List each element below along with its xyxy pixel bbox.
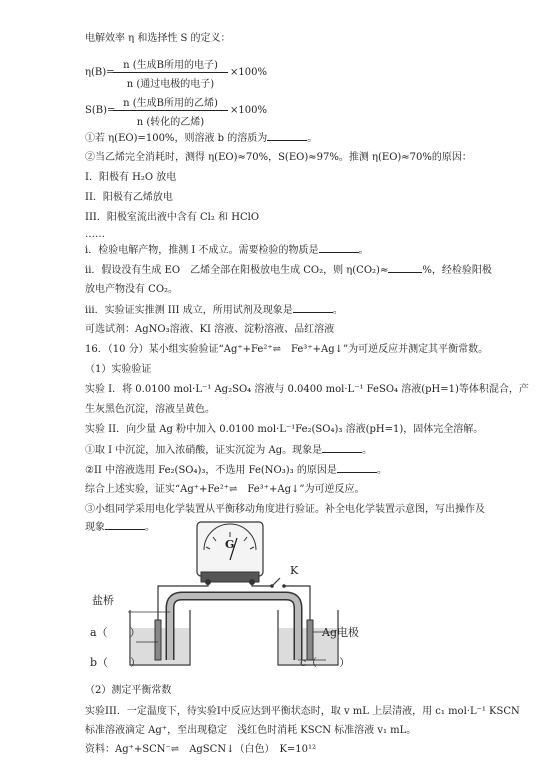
reason-2: II．阳极有乙烯放电 [85,192,173,203]
summary: 综合上述实验，证实“Ag⁺+Fe²⁺⇌ Fe³⁺+Ag↓”为可逆反应。 [85,484,365,495]
salt-bridge-label: 盐桥 [92,594,114,607]
s-formula [85,94,285,130]
reason-1: I．阳极有 H₂O 放电 [85,172,177,183]
sub-iii-end: 。 [332,305,343,316]
answer-blank[interactable] [293,303,333,313]
question-1-text: ①若 η(EO)=100%，则溶液 b 的溶质为 [85,133,268,144]
conclusion-1 [85,443,372,457]
intro-text: 电解效率 η 和选择性 S 的定义： [85,33,231,44]
question-1 [85,131,317,145]
conclusion-3-text: 现象 [85,522,105,533]
sub-ii-end: %，经检验阳极 [422,265,492,276]
switch-icon [270,584,286,588]
salt-bridge-fill [170,596,298,660]
label-c[interactable]: c（ ） [300,656,351,669]
question-2: ②当乙烯完全消耗时，测得 η(EO)≈70%，S(EO)≈97%。推测 η(EO)≈70%的原因： [85,152,472,163]
galvanometer-icon [197,522,263,585]
experiment-2: 实验 II．向少量 Ag 粉中加入 0.0100 mol·L⁻¹Fe₂(SO₄)₃ 溶液(pH=1)，固体完全溶解。 [85,424,484,435]
experiment-1-line2: 生灰黑色沉淀，溶液呈黄色。 [85,404,215,415]
conclusion-2-end: 。 [376,465,387,476]
sub-ii-line2: 放电产物没有 CO₂。 [85,284,179,295]
s-numerator: n (生成B所用的乙烯) [123,98,218,109]
circuit-wires [158,578,310,630]
sub-i-end: 。 [358,245,369,256]
s-denominator: n (转化的乙烯) [136,117,205,128]
answer-blank[interactable] [388,263,422,273]
eta-lhs: η(B)= [85,67,115,78]
sub-ii-text: ii．假设没有生成 EO 乙烯全部在阳极放电生成 CO₂，则 η(CO₂)≈ [85,265,389,276]
conclusion-2 [85,463,387,477]
reference-info: 资料：Ag⁺+SCN⁻⇌ AgSCN↓（白色） K=10¹² [85,744,317,755]
switch-label: K [290,564,299,577]
conclusion-3-line1: ③小组同学采用电化学装置从平衡移动角度进行验证。补全电化学装置示意图，写出操作及 [85,504,485,515]
sub-i-text: i．检验电解产物，推测 I 不成立。需要检验的物质是 [85,245,319,256]
experiment-3-line1: 实验III．一定温度下，待实验I中反应达到平衡状态时，取 v mL 上层清液，用 c₁ mol·L⁻¹ KSCN [85,706,520,717]
s-lhs: S(B)= [85,105,116,116]
sub-ii [85,263,492,277]
conclusion-1-text: ①取 I 中沉淀，加入浓硝酸，证实沉淀为 Ag。现象是 [85,445,323,456]
section-2-title: （2）测定平衡常数 [85,685,172,696]
experiment-1-line1: 实验 I．将 0.0100 mol·L⁻¹ Ag₂SO₄ 溶液与 0.0400 mol·L⁻¹ FeSO₄ 溶液(pH=1)等体积混合，产 [85,384,529,395]
galvanometer-label: G [225,538,235,551]
sub-i [85,243,369,257]
section-1-title: （1）实验验证 [85,364,152,375]
s-fraction-bar [113,110,228,111]
answer-blank[interactable] [319,243,359,253]
conclusion-3-end: 。 [145,522,155,533]
experiment-3-line2: 标准溶液滴定 Ag⁺，至出现稳定 浅红色时消耗 KSCN 标准溶液 v₁ mL。 [85,725,417,736]
answer-blank[interactable] [322,443,362,453]
conclusion-1-end: 。 [362,445,373,456]
reason-3: III．阳极室流出液中含有 Cl₂ 和 HClO [85,212,260,223]
salt-bridge-tube [170,596,298,660]
reagents: 可选试剂：AgNO₃溶液、KI 溶液、淀粉溶液、品红溶液 [85,324,335,335]
eta-rhs: ×100% [230,67,267,78]
question-1-end: 。 [307,133,318,144]
answer-blank[interactable] [337,463,377,473]
question-16: 16．（10 分）某小组实验验证“Ag⁺+Fe²⁺⇌ Fe³⁺+Ag↓”为可逆反应并测定其平衡常数。 [85,344,489,355]
label-b[interactable]: b（ ） [90,656,142,669]
eta-numerator: n (生成B所用的电子) [123,60,218,71]
answer-blank[interactable] [267,131,307,141]
eta-fraction-bar [113,72,228,73]
s-rhs: ×100% [230,105,267,116]
eta-formula [85,56,285,92]
sub-iii-text: iii．实验证实推测 III 成立，所用试剂及现象是 [85,305,293,316]
ag-electrode-label: Ag电极 [322,626,359,639]
electrode-left [155,620,161,660]
ellipsis: …… [85,229,105,240]
conclusion-2-text: ②II 中溶液选用 Fe₂(SO₄)₃，不选用 Fe(NO₃)₃ 的原因是 [85,465,337,476]
sub-iii [85,303,343,317]
eta-denominator: n (通过电极的电子) [126,79,215,90]
label-a[interactable]: a（ ） [90,626,141,639]
